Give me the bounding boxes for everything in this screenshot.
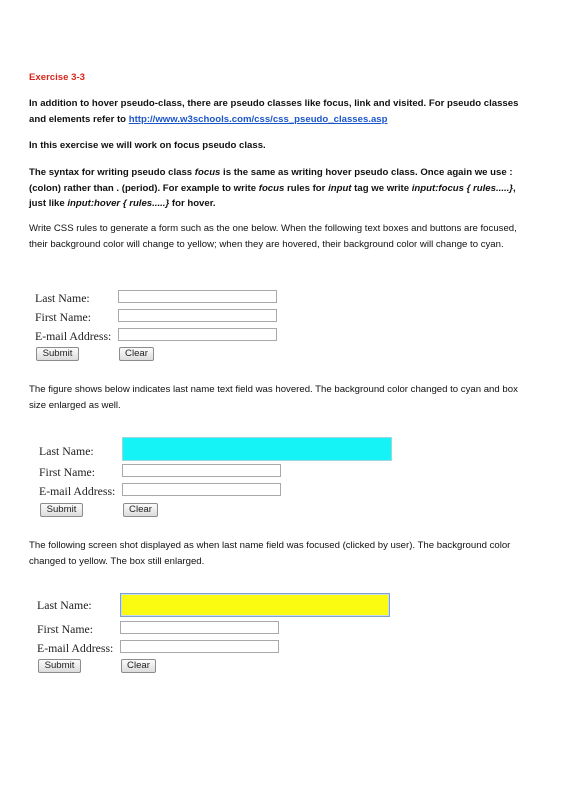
focus-note: In this exercise we will work on focus pseudo class. [29, 140, 266, 151]
submit-button[interactable]: Submit [36, 347, 79, 361]
submit-button[interactable]: Submit [38, 659, 81, 673]
syntax-text-2: is the same as writing hover pseudo class. Once again we use : (colon) rather than . (period). For example to write [29, 167, 513, 194]
syntax-text-5: , just like [29, 182, 516, 209]
intro-paragraph [29, 96, 519, 127]
exercise-title: Exercise 3-3 [29, 72, 86, 83]
last-name-field[interactable] [118, 290, 277, 303]
email-label: E-mail Address: [39, 484, 116, 498]
submit-button[interactable]: Submit [40, 503, 83, 517]
syntax-input-word: input [328, 182, 352, 194]
example-form-normal [35, 288, 295, 368]
clear-button[interactable]: Clear [121, 659, 156, 673]
email-field[interactable] [120, 640, 279, 653]
w3schools-link[interactable]: http://www.w3schools.com/css/css_pseudo_classes.asp [128, 113, 388, 125]
syntax-text-1: The syntax for writing pseudo class [29, 167, 195, 178]
syntax-text-4: tag we write [351, 182, 412, 194]
focus-caption: The following screen shot displayed as when last name field was focused (clicked by user). The background color changed to yellow. The box still enlarged. [29, 540, 511, 567]
first-name-field[interactable] [120, 621, 279, 634]
email-field[interactable] [118, 328, 277, 341]
intro-text: In addition to hover pseudo-class, there are pseudo classes like focus, link and visited. For pseudo classes and elements refer to [29, 98, 519, 125]
last-name-label: Last Name: [37, 598, 92, 612]
instructions-paragraph: Write CSS rules to generate a form such as the one below. When the following text boxes and buttons are focused, their background color will change to yellow; when they are hovered, their background color will change to cyan. [29, 223, 517, 250]
hover-caption: The figure shows below indicates last name text field was hovered. The background color changed to cyan and box size enlarged as well. [29, 384, 518, 411]
syntax-paragraph [29, 165, 519, 212]
email-field[interactable] [122, 483, 281, 496]
first-name-label: First Name: [39, 465, 96, 479]
last-name-field-hovered[interactable] [122, 437, 392, 461]
email-label: E-mail Address: [37, 641, 114, 655]
clear-button[interactable]: Clear [123, 503, 158, 517]
syntax-text-3: rules for [284, 182, 329, 194]
first-name-label: First Name: [37, 622, 94, 636]
first-name-field[interactable] [122, 464, 281, 477]
first-name-field[interactable] [118, 309, 277, 322]
syntax-focus-rule: input:focus { rules.....} [411, 182, 514, 194]
last-name-label: Last Name: [35, 291, 90, 305]
example-form-hovered [39, 436, 399, 521]
last-name-label: Last Name: [39, 444, 94, 458]
clear-button[interactable]: Clear [119, 347, 154, 361]
syntax-hover-rule: input:hover { rules.....} [67, 198, 170, 209]
syntax-text-6: for hover. [169, 198, 216, 209]
last-name-field-focused[interactable] [120, 593, 390, 617]
example-form-focused [37, 592, 397, 677]
syntax-focus-word: focus [194, 167, 221, 178]
syntax-focus-word-2: focus [258, 182, 285, 194]
email-label: E-mail Address: [35, 329, 112, 343]
first-name-label: First Name: [35, 310, 92, 324]
